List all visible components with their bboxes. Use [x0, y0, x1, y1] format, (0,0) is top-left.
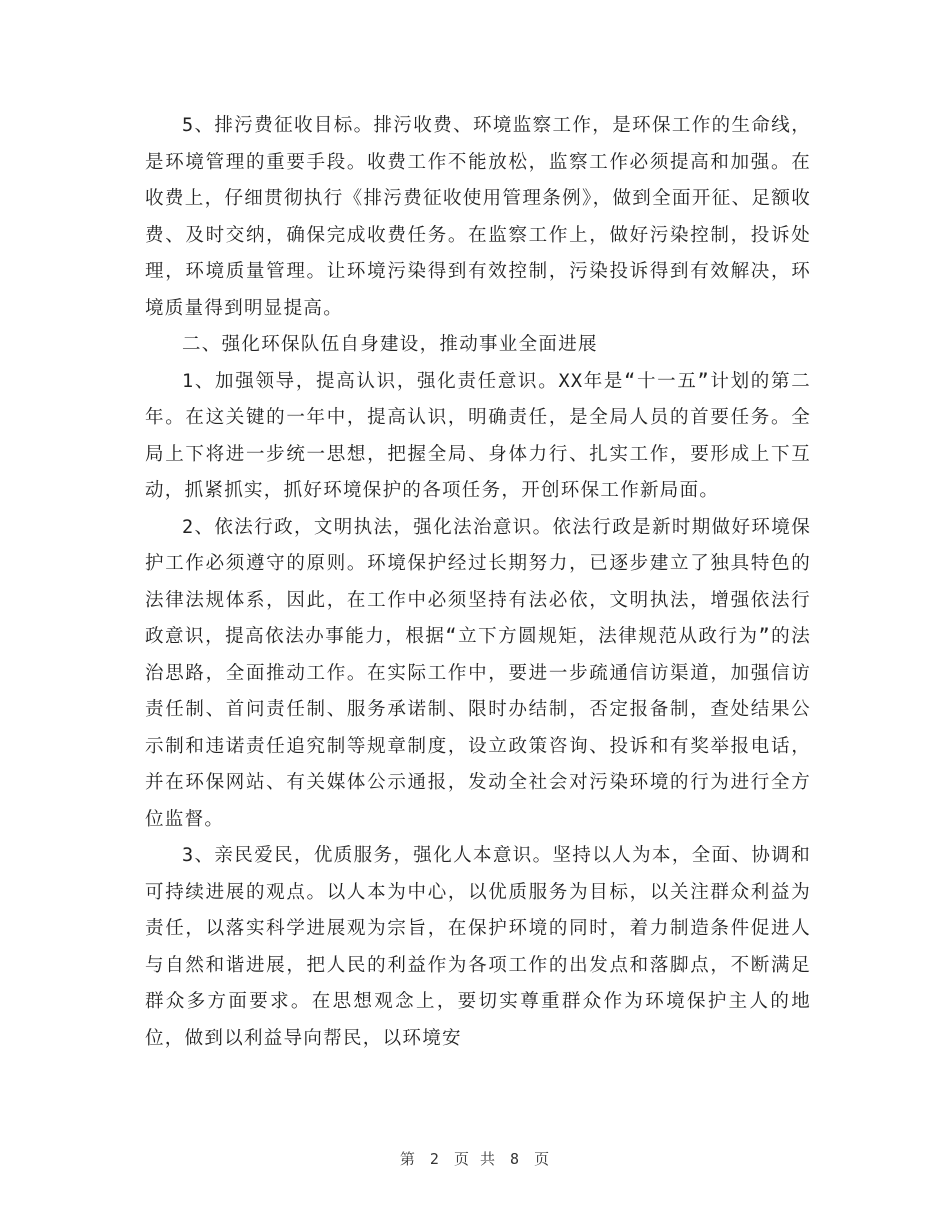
current-page-number: 2	[429, 1150, 440, 1168]
paragraph-leadership: 1、加强领导，提高认识，强化责任意识。XX年是“十一五”计划的第二年。在这关键的一年中，提高认识，明确责任，是全局人员的首要任务。全局上下将进一步统一思想，把握全局、身体力行、扎实工作，要形成上下互动，抓紧抓实，抓好环境保护的各项任务，开创环保工作新局面。	[145, 370, 811, 501]
page-label-mid: 页 共	[453, 1150, 497, 1168]
total-pages-number: 8	[510, 1150, 521, 1168]
paragraph-rule-of-law: 2、依法行政，文明执法，强化法治意识。依法行政是新时期做好环境保护工作必须遵守的原则。环境保护经过长期努力，已逐步建立了独具特色的法律法规体系，因此，在工作中必须坚持有法必依，文明执法，增强依法行政意识，提高依法办事能力，根据“立下方圆规矩，法律规范从政行为”的法治思路，全面推动工作。在实际工作中，要进一步疏通信访渠道，加强信访责任制、首问责任制、服务承诺制、限时办结制，否定报备制，查处结果公示制和违诺责任追究制等规章制度，设立政策咨询、投诉和有奖举报电话，并在环保网站、有关媒体公示通报，发动全社会对污染环境的行为进行全方位监督。	[145, 516, 811, 830]
page-label-suffix: 页	[534, 1150, 551, 1168]
section-heading-team-building: 二、强化环保队伍自身建设，推动事业全面进展	[182, 334, 598, 355]
paragraph-people-oriented: 3、亲民爱民，优质服务，强化人本意识。坚持以人为本，全面、协调和可持续进展的观点。以人本为中心，以优质服务为目标，以关注群众利益为责任，以落实科学进展观为宗旨，在保护环境的同时，着力制造条件促进人与自然和谐进展，把人民的利益作为各项工作的出发点和落脚点，不断满足群众多方面要求。在思想观念上，要切实尊重群众作为环境保护主人的地位，做到以利益导向帮民，以环境安	[145, 845, 811, 1049]
paragraph-fee-collection: 5、排污费征收目标。排污收费、环境监察工作，是环保工作的生命线，是环境管理的重要手段。收费工作不能放松，监察工作必须提高和加强。在收费上，仔细贯彻执行《排污费征收使用管理条例》，做到全面开征、足额收费、及时交纳，确保完成收费任务。在监察工作上，做好污染控制，投诉处理，环境质量管理。让环境污染得到有效控制，污染投诉得到有效解决，环境质量得到明显提高。	[145, 115, 811, 319]
page-footer	[0, 1148, 950, 1169]
page-label-prefix: 第	[399, 1150, 416, 1168]
document-body	[145, 108, 811, 1057]
